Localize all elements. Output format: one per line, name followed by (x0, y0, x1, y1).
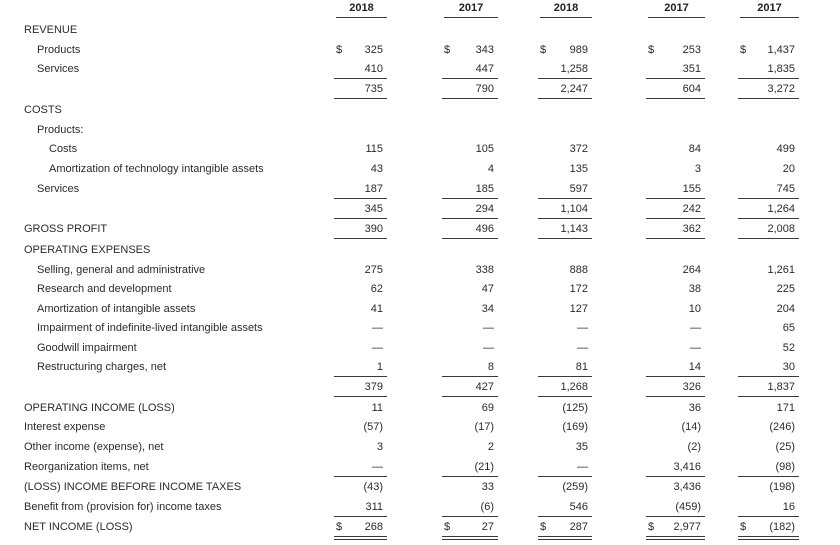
cell-value: 2,008 (767, 223, 795, 235)
cell-value: 84 (688, 143, 701, 155)
currency-symbol: $ (740, 44, 747, 56)
single-underline (442, 218, 498, 219)
subtotal-row (0, 200, 840, 219)
cell-value: 345 (364, 203, 383, 215)
row-label: Other income (expense), net (24, 441, 164, 453)
cell-value: (459) (675, 501, 701, 513)
cell-value: 275 (364, 264, 383, 276)
single-underline (646, 98, 705, 99)
single-underline (646, 238, 705, 239)
cell-value: 47 (481, 283, 494, 295)
cell-value: (182) (769, 521, 795, 533)
subtotal-row (0, 80, 840, 99)
cell-value: (14) (681, 421, 701, 433)
single-underline (442, 516, 498, 517)
cell-value: (125) (562, 402, 588, 414)
row-label: Costs (49, 143, 78, 155)
cell-value: 3,436 (673, 481, 701, 493)
single-underline (538, 78, 592, 79)
row-label: (LOSS) INCOME BEFORE INCOME TAXES (24, 481, 242, 493)
row-gross-profit (0, 220, 840, 239)
cell-value: 242 (682, 203, 701, 215)
single-underline (646, 218, 705, 219)
cell-value: (98) (775, 461, 795, 473)
double-underline (738, 536, 799, 537)
cell-value: 1,143 (560, 223, 588, 235)
row-operating-expenses (0, 241, 840, 260)
row-label: Services (37, 183, 80, 195)
cell-value: (169) (562, 421, 588, 433)
single-underline (538, 98, 592, 99)
cell-value: 311 (365, 501, 383, 513)
cell-value: (57) (363, 421, 383, 433)
column-header-rule (444, 17, 498, 18)
single-underline (442, 198, 498, 199)
cell-value: 16 (782, 501, 795, 513)
single-underline (538, 376, 592, 377)
cell-value: 185 (475, 183, 494, 195)
currency-symbol: $ (336, 44, 343, 56)
row-services (0, 180, 840, 199)
single-underline (538, 396, 592, 397)
cell-value: 3 (376, 441, 383, 453)
cell-value: (259) (562, 481, 588, 493)
double-underline (646, 539, 705, 540)
row-net-income-loss (0, 518, 840, 537)
cell-value: 597 (569, 183, 588, 195)
row-label: Goodwill impairment (37, 342, 137, 354)
cell-value: 325 (364, 44, 383, 56)
cell-value: 1,104 (560, 203, 588, 215)
single-underline (334, 78, 387, 79)
currency-symbol: $ (740, 521, 747, 533)
single-underline (538, 218, 592, 219)
row-label: Restructuring charges, net (37, 361, 167, 373)
cell-value: 35 (575, 441, 588, 453)
row-label: Reorganization items, net (24, 461, 149, 473)
cell-value: 34 (481, 303, 494, 315)
cell-value: 41 (370, 303, 383, 315)
cell-value: (25) (775, 441, 795, 453)
cell-value: 496 (475, 223, 494, 235)
cell-value: 294 (475, 203, 494, 215)
row-label: Products (37, 44, 81, 56)
row-costs (0, 101, 840, 120)
row-restructuring-charges-net (0, 358, 840, 377)
cell-value: — (372, 342, 383, 354)
cell-value: 2,977 (673, 521, 701, 533)
currency-symbol: $ (648, 521, 655, 533)
single-underline (442, 396, 498, 397)
row-services (0, 60, 840, 79)
cell-value: 38 (688, 283, 701, 295)
single-underline (738, 396, 799, 397)
single-underline (738, 516, 799, 517)
cell-value: (2) (687, 441, 701, 453)
single-underline (646, 78, 705, 79)
row-label: OPERATING EXPENSES (24, 244, 151, 256)
row-label: GROSS PROFIT (24, 223, 108, 235)
cell-value: 3,416 (673, 461, 701, 473)
single-underline (334, 238, 387, 239)
cell-value: 268 (364, 521, 383, 533)
single-underline (738, 218, 799, 219)
row-goodwill-impairment (0, 339, 840, 358)
row-label: Products: (37, 124, 84, 136)
cell-value: 1,837 (767, 381, 795, 393)
subtotal-row (0, 378, 840, 397)
cell-value: — (483, 322, 494, 334)
cell-value: 105 (475, 143, 494, 155)
currency-symbol: $ (540, 521, 547, 533)
cell-value: — (372, 461, 383, 473)
cell-value: 11 (371, 402, 383, 414)
cell-value: — (577, 342, 588, 354)
cell-value: (6) (480, 501, 494, 513)
cell-value: 4 (487, 163, 494, 175)
single-underline (442, 376, 498, 377)
cell-value: 172 (569, 283, 588, 295)
cell-value: 410 (364, 63, 383, 75)
cell-value: 379 (364, 381, 383, 393)
cell-value: 2,247 (560, 83, 588, 95)
cell-value: 187 (364, 183, 383, 195)
cell-value: 14 (688, 361, 701, 373)
column-header-rule (336, 17, 387, 18)
cell-value: 372 (569, 143, 588, 155)
single-underline (738, 238, 799, 239)
cell-value: 3,272 (767, 83, 795, 95)
single-underline (334, 516, 387, 517)
cell-value: 52 (782, 342, 795, 354)
double-underline (538, 539, 592, 540)
single-underline (738, 376, 799, 377)
cell-value: — (690, 342, 701, 354)
cell-value: 8 (487, 361, 494, 373)
cell-value: 546 (569, 501, 588, 513)
currency-symbol: $ (444, 521, 451, 533)
double-underline (538, 536, 592, 537)
single-underline (334, 198, 387, 199)
cell-value: 1 (376, 361, 383, 373)
row-amortization-of-technology-intangible-assets (0, 160, 840, 179)
cell-value: 326 (682, 381, 701, 393)
column-header-0: 2018 (349, 2, 374, 14)
single-underline (334, 476, 387, 477)
single-underline (538, 516, 592, 517)
single-underline (738, 476, 799, 477)
cell-value: 225 (776, 283, 795, 295)
single-underline (738, 198, 799, 199)
cell-value: 1,261 (767, 264, 795, 276)
cell-value: 338 (475, 264, 494, 276)
currency-symbol: $ (540, 44, 547, 56)
single-underline (538, 198, 592, 199)
cell-value: 3 (694, 163, 701, 175)
single-underline (538, 476, 592, 477)
cell-value: 30 (782, 361, 795, 373)
single-underline (442, 78, 498, 79)
cell-value: 447 (475, 63, 494, 75)
double-underline (334, 539, 387, 540)
single-underline (442, 238, 498, 239)
row-selling-general-and-administrative (0, 261, 840, 280)
cell-value: 135 (569, 163, 588, 175)
row-label: Amortization of intangible assets (37, 303, 196, 315)
cell-value: 989 (569, 44, 588, 56)
cell-value: 343 (475, 44, 494, 56)
cell-value: (43) (363, 481, 383, 493)
cell-value: 65 (782, 322, 795, 334)
row-research-and-development (0, 280, 840, 299)
row-benefit-from-provision-for-income-taxes (0, 498, 840, 517)
cell-value: 115 (365, 143, 383, 155)
cell-value: 27 (481, 521, 494, 533)
row-label: Research and development (37, 283, 172, 295)
cell-value: 171 (776, 402, 795, 414)
cell-value: 155 (682, 183, 701, 195)
single-underline (442, 476, 498, 477)
double-underline (442, 536, 498, 537)
single-underline (334, 376, 387, 377)
row-revenue (0, 21, 840, 40)
column-header-3: 2017 (664, 2, 689, 14)
cell-value: 36 (688, 402, 701, 414)
row-label: NET INCOME (LOSS) (24, 521, 133, 533)
single-underline (334, 218, 387, 219)
row-other-income-expense-net (0, 438, 840, 457)
row-label: Interest expense (24, 421, 106, 433)
cell-value: (21) (474, 461, 494, 473)
row-amortization-of-intangible-assets (0, 300, 840, 319)
cell-value: — (577, 461, 588, 473)
cell-value: 69 (481, 402, 494, 414)
cell-value: 1,268 (560, 381, 588, 393)
column-header-2: 2018 (553, 2, 579, 14)
cell-value: (198) (769, 481, 795, 493)
row-label: COSTS (24, 104, 62, 116)
cell-value: 362 (682, 223, 701, 235)
cell-value: 604 (682, 83, 701, 95)
cell-value: 745 (776, 183, 795, 195)
cell-value: 253 (682, 44, 701, 56)
row-products (0, 41, 840, 60)
row-label: Services (37, 63, 80, 75)
single-underline (334, 98, 387, 99)
column-header-4: 2017 (757, 2, 782, 14)
currency-symbol: $ (336, 521, 343, 533)
cell-value: 888 (569, 264, 588, 276)
cell-value: 390 (364, 223, 383, 235)
cell-value: 735 (364, 83, 383, 95)
cell-value: 499 (776, 143, 795, 155)
cell-value: 790 (475, 83, 494, 95)
single-underline (738, 98, 799, 99)
double-underline (646, 536, 705, 537)
column-header-1: 2017 (458, 2, 484, 14)
cell-value: — (483, 342, 494, 354)
row-products (0, 121, 840, 140)
row-operating-income-loss (0, 399, 840, 418)
cell-value: 1,437 (767, 44, 795, 56)
cell-value: (17) (474, 421, 494, 433)
cell-value: 62 (370, 283, 383, 295)
cell-value: 10 (688, 303, 701, 315)
row-label: OPERATING INCOME (LOSS) (24, 402, 175, 414)
row-label: Benefit from (provision for) income taxes (24, 501, 222, 513)
cell-value: 351 (682, 63, 701, 75)
single-underline (738, 78, 799, 79)
single-underline (538, 238, 592, 239)
column-header-rule (740, 17, 799, 18)
single-underline (646, 516, 705, 517)
column-header-rule (540, 17, 592, 18)
double-underline (738, 539, 799, 540)
cell-value: (246) (769, 421, 795, 433)
cell-value: — (690, 322, 701, 334)
row-label: Amortization of technology intangible assets (49, 163, 264, 175)
row-costs (0, 140, 840, 159)
cell-value: 264 (682, 264, 701, 276)
cell-value: 287 (569, 521, 588, 533)
cell-value: 127 (569, 303, 588, 315)
cell-value: 1,258 (560, 63, 588, 75)
double-underline (334, 536, 387, 537)
row-reorganization-items-net (0, 458, 840, 477)
row-impairment-of-indefinite-lived-intangible-assets (0, 319, 840, 338)
single-underline (646, 198, 705, 199)
single-underline (646, 476, 705, 477)
cell-value: 1,264 (767, 203, 795, 215)
row-label: Selling, general and administrative (37, 264, 206, 276)
row-loss-income-before-income-taxes (0, 478, 840, 497)
cell-value: 204 (776, 303, 795, 315)
column-header-rule (648, 17, 705, 18)
single-underline (442, 98, 498, 99)
row-label: Impairment of indefinite-lived intangible assets (37, 322, 263, 334)
cell-value: 2 (487, 441, 494, 453)
single-underline (334, 396, 387, 397)
cell-value: 33 (481, 481, 494, 493)
row-label: REVENUE (24, 24, 78, 36)
single-underline (646, 376, 705, 377)
currency-symbol: $ (444, 44, 451, 56)
cell-value: — (577, 322, 588, 334)
double-underline (442, 539, 498, 540)
row-interest-expense (0, 418, 840, 437)
cell-value: 1,835 (767, 63, 795, 75)
currency-symbol: $ (648, 44, 655, 56)
cell-value: 81 (575, 361, 588, 373)
cell-value: 427 (475, 381, 494, 393)
cell-value: — (372, 322, 383, 334)
cell-value: 20 (782, 163, 795, 175)
single-underline (646, 396, 705, 397)
cell-value: 43 (370, 163, 383, 175)
